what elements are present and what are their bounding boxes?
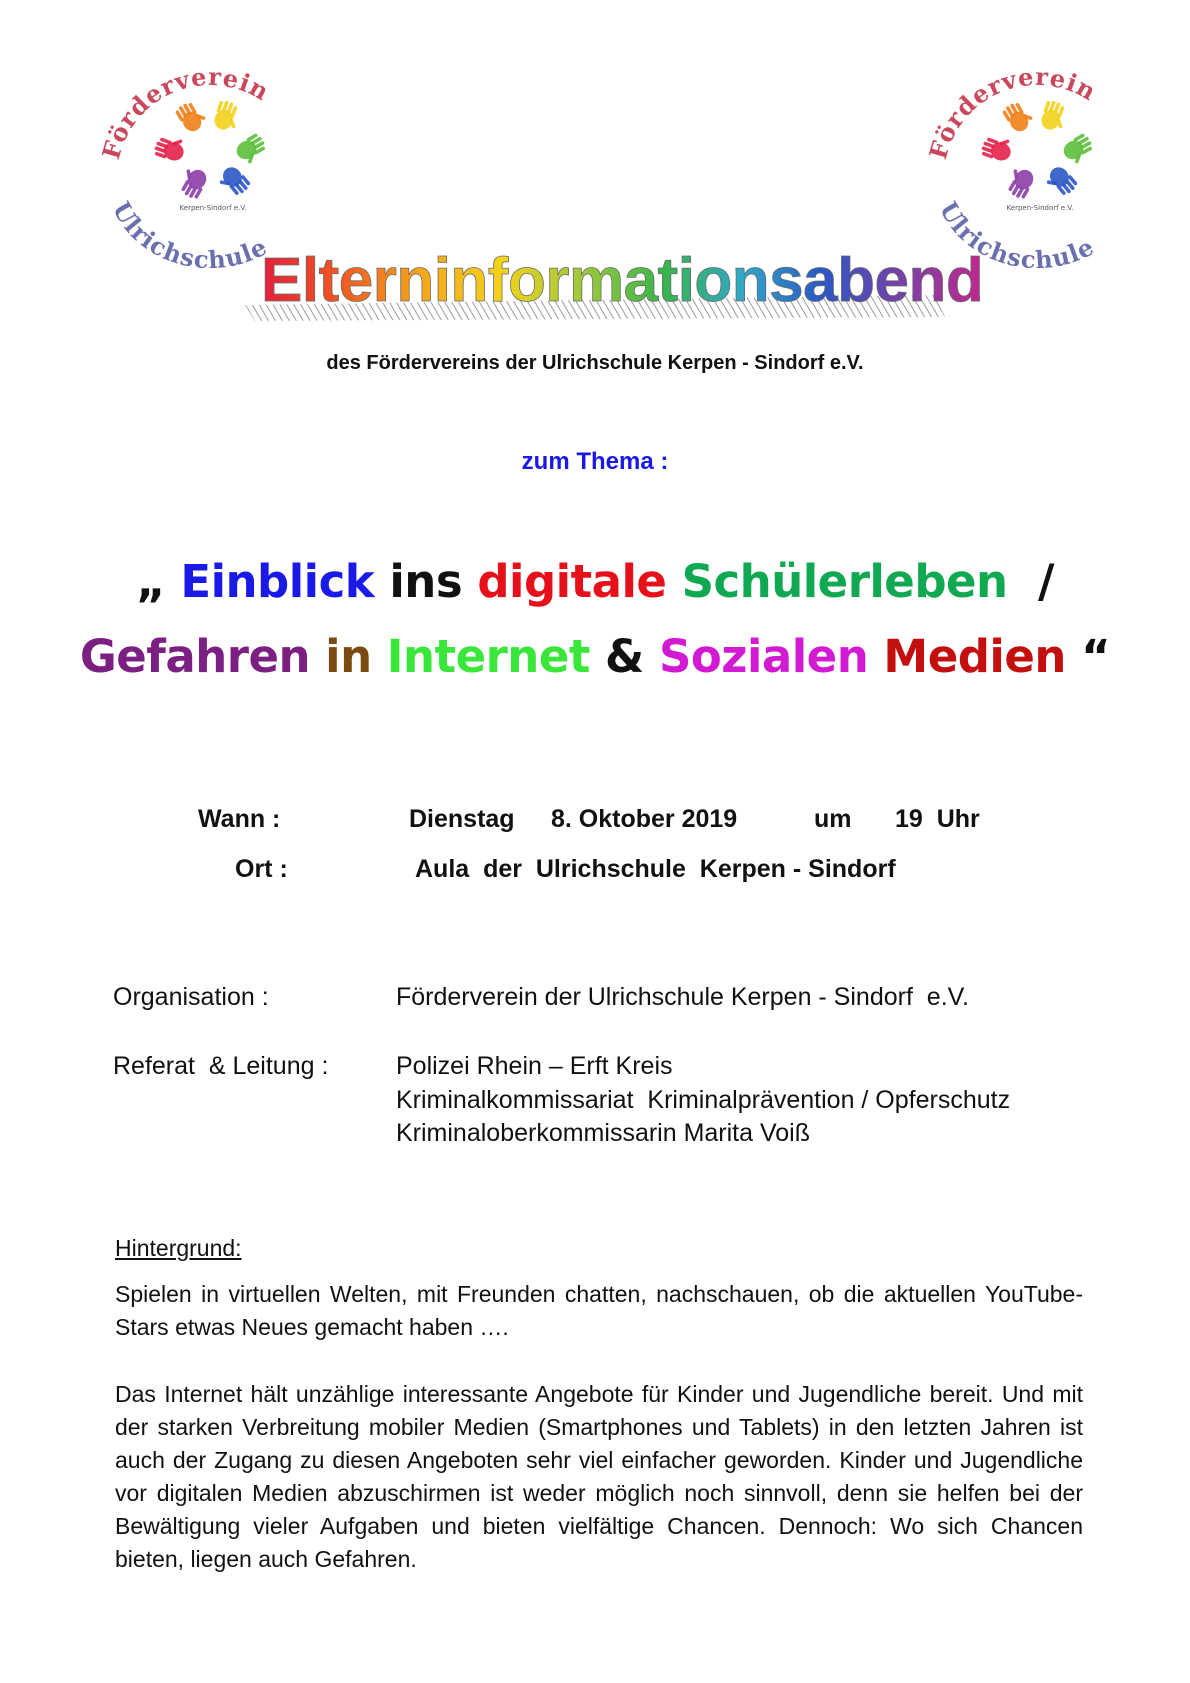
when-label: Wann : bbox=[198, 805, 281, 833]
hands-logo bbox=[95, 68, 325, 268]
svg-text:Kerpen-Sindorf e.V.: Kerpen-Sindorf e.V. bbox=[179, 204, 247, 212]
topic-intro: zum Thema : bbox=[521, 448, 669, 475]
hand-print-icon bbox=[153, 132, 188, 164]
where-label: Ort : bbox=[235, 855, 288, 883]
foerderverein-logo-left bbox=[95, 68, 325, 268]
hand-print-icon bbox=[204, 150, 222, 170]
referat-label: Referat & Leitung : bbox=[113, 1052, 329, 1080]
topic-word: digitale bbox=[477, 555, 667, 608]
topic-word: „ bbox=[136, 555, 181, 608]
organisation-label: Organisation : bbox=[113, 983, 269, 1011]
hand-print-icon bbox=[211, 99, 243, 134]
topic-word: ins bbox=[374, 555, 478, 608]
hand-print-icon bbox=[1038, 99, 1070, 134]
topic-word: “ bbox=[1065, 630, 1111, 683]
topic-word: Schülerleben bbox=[666, 555, 1008, 608]
paragraph: Spielen in virtuellen Welten, mit Freunden chatten, nachschauen, ob die aktuellen YouTube-Stars etwas Neues gemacht haben …. bbox=[115, 1281, 1083, 1340]
paragraph: Das Internet hält unzählige interessante Angebote für Kinder und Jugendliche bereit. Und mit der starken Verbreitung mobiler Medien (Smartphones und Tablets) in den letzten Jahren ist auch der Zugang zu diesen Angeboten sehr viel einfacher geworden. Kinder und Jugendliche vor digitalen Medien abzuschirmen ist weder möglich noch sinnvoll, denn sie helfen bei der Bewältigung vieler Aufgaben und bieten vielfältige Chancen. Dennoch: Wo sich Chancen bieten, liegen auch Gefahren. bbox=[115, 1381, 1083, 1572]
hand-print-icon bbox=[233, 132, 270, 167]
topic-word: Einblick bbox=[180, 555, 375, 608]
hands-logo bbox=[922, 68, 1152, 268]
where-value: Aula der Ulrichschule Kerpen - Sindorf bbox=[415, 855, 896, 883]
hand-print-icon bbox=[980, 132, 1015, 164]
topic-word: / bbox=[1007, 555, 1054, 608]
svg-text:Ulrichschule: Ulrichschule bbox=[106, 196, 273, 268]
hand-print-icon bbox=[1002, 164, 1037, 201]
topic-title-line-2 bbox=[0, 630, 1190, 683]
svg-text:Elterninformationsabend: Elterninformationsabend bbox=[261, 246, 984, 315]
topic-word: Sozialen bbox=[658, 630, 869, 683]
svg-text:Förderverein: Förderverein bbox=[923, 68, 1102, 163]
topic-word: Medien bbox=[868, 630, 1066, 683]
hand-print-icon bbox=[1042, 163, 1079, 201]
when-time: 19 Uhr bbox=[895, 805, 980, 833]
svg-text:Förderverein: Förderverein bbox=[96, 68, 275, 163]
foerderverein-logo-right bbox=[922, 68, 1152, 268]
section-heading: Hintergrund: bbox=[115, 1235, 242, 1261]
page-title bbox=[245, 245, 984, 325]
referat-line: Kriminaloberkommissarin Marita Voiß bbox=[396, 1119, 811, 1147]
svg-text:Ulrichschule: Ulrichschule bbox=[933, 196, 1100, 268]
topic-word: Gefahren bbox=[79, 630, 310, 683]
hand-prints bbox=[153, 98, 271, 201]
organisation-value: Förderverein der Ulrichschule Kerpen - Sindorf e.V. bbox=[396, 983, 969, 1011]
when-date: 8. Oktober 2019 bbox=[551, 805, 738, 833]
hand-prints bbox=[980, 98, 1098, 201]
hand-print-icon bbox=[175, 164, 210, 201]
topic-word: in bbox=[310, 630, 387, 683]
hand-print-icon bbox=[1031, 150, 1049, 170]
topic-word: & bbox=[589, 630, 659, 683]
topic-title-line-1 bbox=[0, 555, 1190, 608]
referat-line: Polizei Rhein – Erft Kreis bbox=[396, 1052, 673, 1080]
hand-print-icon bbox=[215, 163, 252, 201]
when-um: um bbox=[814, 805, 852, 833]
svg-text:Kerpen-Sindorf e.V.: Kerpen-Sindorf e.V. bbox=[1006, 204, 1074, 212]
hand-print-icon bbox=[174, 98, 209, 135]
hand-print-icon bbox=[1060, 132, 1097, 167]
when-day: Dienstag bbox=[409, 805, 515, 833]
referat-line: Kriminalkommissariat Kriminalprävention / Opferschutz bbox=[396, 1086, 1011, 1114]
subtitle: des Fördervereins der Ulrichschule Kerpen - Sindorf e.V. bbox=[326, 352, 864, 374]
title-banner bbox=[245, 245, 984, 325]
topic-word: Internet bbox=[386, 630, 590, 683]
hand-print-icon bbox=[1001, 98, 1036, 135]
